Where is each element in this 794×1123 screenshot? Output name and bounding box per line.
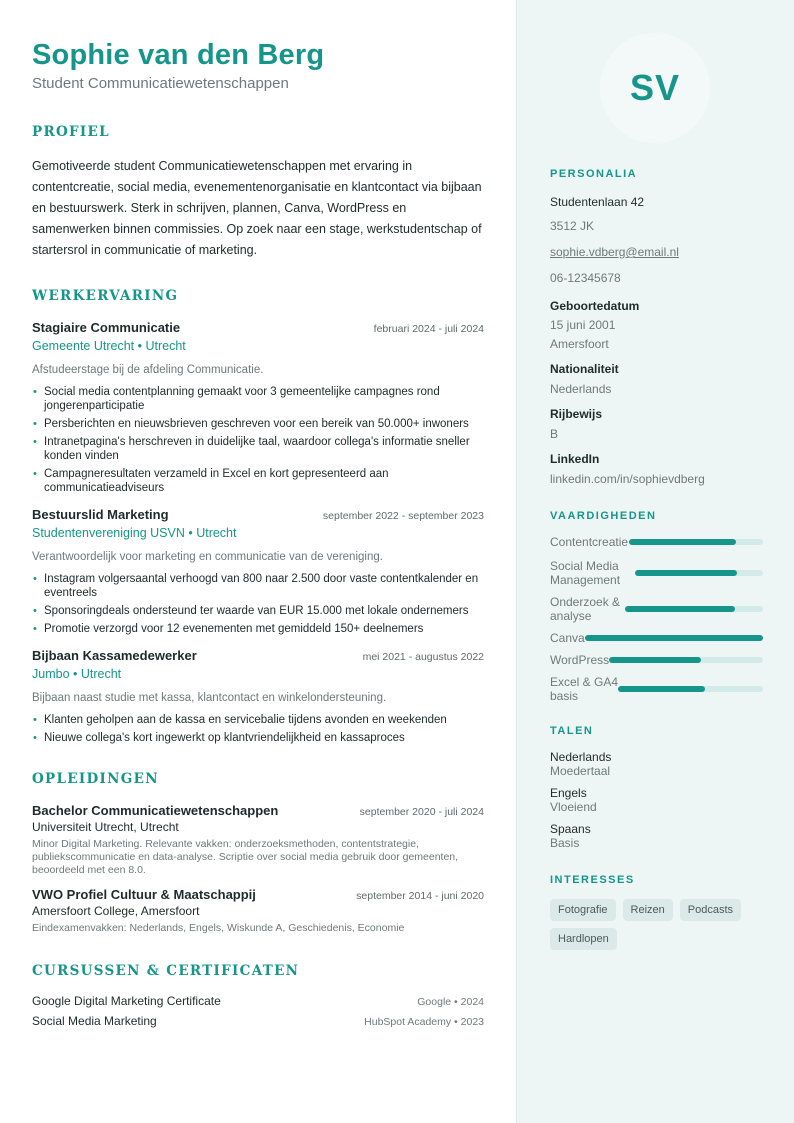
job-description: Afstudeerstage bij de afdeling Communicatie.	[32, 364, 264, 376]
language-entry	[550, 750, 763, 778]
skill-name: Onderzoek & analyse	[550, 595, 621, 623]
bullet-dot-icon: •	[33, 436, 37, 448]
bullet-dot-icon: •	[33, 732, 37, 744]
nationality-value: Nederlands	[550, 382, 612, 396]
skill-row	[550, 675, 763, 703]
job-entry	[32, 648, 484, 745]
skills-heading: VAARDIGHEDEN	[550, 510, 657, 522]
skill-bar-track	[585, 635, 763, 641]
skill-name: Excel & GA4 basis	[550, 675, 619, 703]
course-entry	[32, 1015, 484, 1028]
language-name: Engels	[550, 786, 587, 800]
skill-bar-fill	[635, 570, 737, 576]
job-organization: Jumbo • Utrecht	[32, 667, 122, 681]
job-bullet: • Campagneresultaten verzameld in Excel en kort gepresenteerd aan communicatieadviseurs	[33, 468, 389, 494]
sidebar	[516, 0, 794, 1123]
education-description: Minor Digital Marketing. Relevante vakken: onderzoeksmethoden, contentstrategie, publiekscommunicatie en data-analyse. Scriptie over social media gebruik door gemeenten, beoordeeld met een 8.0.	[32, 838, 459, 876]
bullet-dot-icon: •	[33, 386, 37, 398]
job-title: Bijbaan Kassamedewerker	[32, 648, 197, 663]
nationality-label: Nationaliteit	[550, 362, 619, 376]
skill-row	[550, 631, 763, 645]
job-bullet: • Instagram volgersaantal verhoogd van 800 naar 2.500 door vaste contentkalender en eventreels	[33, 573, 479, 599]
job-date: mei 2021 - augustus 2022	[362, 651, 484, 663]
bullet-dot-icon: •	[33, 573, 37, 585]
bullet-dot-icon: •	[33, 468, 37, 480]
course-name: Social Media Marketing	[32, 1014, 157, 1028]
skill-name: Social Media Management	[550, 559, 621, 587]
job-bullet: • Klanten geholpen aan de kassa en servicebalie tijdens avonden en weekenden	[33, 714, 447, 726]
education-school: Universiteit Utrecht, Utrecht	[32, 820, 179, 834]
bullet-dot-icon: •	[33, 605, 37, 617]
education-date: september 2020 - juli 2024	[359, 806, 484, 818]
bullet-dot-icon: •	[33, 714, 37, 726]
education-school: Amersfoort College, Amersfoort	[32, 904, 200, 918]
education-degree: VWO Profiel Cultuur & Maatschappij	[32, 887, 256, 902]
bullet-dot-icon: •	[33, 623, 37, 635]
job-date: februari 2024 - juli 2024	[373, 323, 484, 335]
candidate-name: Sophie van den Berg	[32, 39, 325, 71]
candidate-title: Student Communicatiewetenschappen	[32, 75, 289, 92]
education-heading: OPLEIDINGEN	[32, 771, 159, 787]
skill-row	[550, 595, 763, 623]
skill-bar-track	[618, 686, 763, 692]
interest-chip: Hardlopen	[550, 928, 617, 950]
skill-row	[550, 535, 763, 549]
linkedin-label: LinkedIn	[550, 452, 600, 466]
sidebar-content	[550, 168, 763, 950]
language-name: Nederlands	[550, 750, 612, 764]
skill-bar-fill	[585, 635, 763, 641]
skill-bar-fill	[609, 657, 701, 663]
interest-chip: Reizen	[623, 899, 673, 921]
skill-bar-fill	[625, 606, 735, 612]
language-level: Basis	[550, 836, 580, 850]
job-bullet: • Intranetpagina's herschreven in duidelijke taal, waardoor collega's informatie sneller konden vinden	[33, 436, 470, 462]
job-entry	[32, 507, 484, 636]
course-meta: HubSpot Academy • 2023	[364, 1016, 484, 1028]
skill-row	[550, 653, 763, 667]
job-bullets	[32, 572, 484, 636]
skill-bar-fill	[629, 539, 736, 545]
avatar-initials: SV	[629, 67, 681, 108]
job-description: Bijbaan naast studie met kassa, klantcontact en winkelondersteuning.	[32, 692, 387, 704]
interest-chip: Fotografie	[550, 899, 616, 921]
experience-heading: WERKERVARING	[32, 288, 179, 304]
course-name: Google Digital Marketing Certificate	[32, 994, 221, 1008]
job-bullet: • Persberichten en nieuwsbrieven geschreven voor een bereik van 50.000+ inwoners	[33, 418, 469, 430]
education-date: september 2014 - juni 2020	[356, 890, 484, 902]
job-entry	[32, 320, 484, 495]
interest-chip: Podcasts	[680, 899, 741, 921]
education-entry	[32, 887, 484, 935]
birth-label: Geboortedatum	[550, 299, 640, 313]
job-description: Verantwoordelijk voor marketing en communicatie van de vereniging.	[32, 551, 383, 563]
skill-name: Contentcreatie	[550, 535, 629, 549]
language-level: Vloeiend	[550, 800, 597, 814]
language-entry	[550, 786, 763, 814]
interests-heading: INTERESSES	[550, 874, 635, 886]
address-postal: 3512 JK	[550, 219, 595, 233]
job-date: september 2022 - september 2023	[322, 510, 484, 522]
linkedin-value: linkedin.com/in/sophievdberg	[550, 472, 705, 486]
profile-text: Gemotiveerde student Communicatiewetenschappen met ervaring in contentcreatie, social media, evenementenorganisatie en klantcontact via bijbaan en bestuurswerk. Sterk in schrijven, plannen, Canva, WordPress en samenwerken binnen commissies. Op zoek naar een stage, werkstudentschap of startersrol in communicatie of marketing.	[32, 159, 482, 257]
job-organization: Studentenvereniging USVN • Utrecht	[32, 526, 237, 540]
bullet-dot-icon: •	[33, 418, 37, 430]
education-description: Eindexamenvakken: Nederlands, Engels, Wiskunde A, Geschiedenis, Economie	[32, 922, 405, 934]
course-entry	[32, 995, 484, 1008]
interests-list	[550, 899, 750, 950]
job-bullet: • Sponsoringdeals ondersteund ter waarde van EUR 15.000 met lokale ondernemers	[33, 605, 469, 617]
education-degree: Bachelor Communicatiewetenschappen	[32, 803, 279, 818]
language-entry	[550, 822, 763, 850]
skill-name: Canva	[550, 631, 585, 645]
license-value: B	[550, 427, 559, 441]
skill-bar-track	[625, 606, 763, 612]
birth-date: 15 juni 2001	[550, 318, 616, 332]
job-title: Stagiaire Communicatie	[32, 320, 181, 335]
skill-bar-track	[609, 657, 763, 663]
job-bullet: • Social media contentplanning gemaakt voor 3 gemeentelijke campagnes rond jongerenparticipatie	[33, 386, 440, 412]
job-organization: Gemeente Utrecht • Utrecht	[32, 339, 186, 353]
profile-heading: PROFIEL	[32, 124, 110, 140]
languages-heading: TALEN	[550, 725, 594, 737]
license-label: Rijbewijs	[550, 407, 603, 421]
skill-bar-track	[629, 539, 763, 545]
skill-row	[550, 559, 763, 587]
skill-name: WordPress	[550, 653, 610, 667]
courses-heading: CURSUSSEN & CERTIFICATEN	[32, 963, 300, 979]
job-bullets	[32, 713, 484, 745]
language-name: Spaans	[550, 822, 591, 836]
skills-list	[550, 535, 763, 703]
skill-bar-track	[635, 570, 763, 576]
job-bullet: • Promotie verzorgd voor 12 evenementen met gemiddeld 150+ deelnemers	[33, 623, 424, 635]
job-title: Bestuurslid Marketing	[32, 507, 169, 522]
email-link[interactable]: sophie.vdberg@email.nl	[550, 245, 679, 259]
skill-bar-fill	[618, 686, 705, 692]
address-street: Studentenlaan 42	[550, 195, 645, 209]
phone-number: 06-12345678	[550, 271, 621, 285]
personal-heading: PERSONALIA	[550, 168, 638, 180]
course-meta: Google • 2024	[417, 996, 484, 1008]
job-bullets	[32, 385, 484, 495]
job-bullet: • Nieuwe collega's kort ingewerkt op klantvriendelijkheid en kassaproces	[33, 732, 405, 744]
language-level: Moedertaal	[550, 764, 611, 778]
birth-place: Amersfoort	[550, 337, 609, 351]
avatar	[600, 33, 710, 143]
education-entry	[32, 803, 484, 877]
